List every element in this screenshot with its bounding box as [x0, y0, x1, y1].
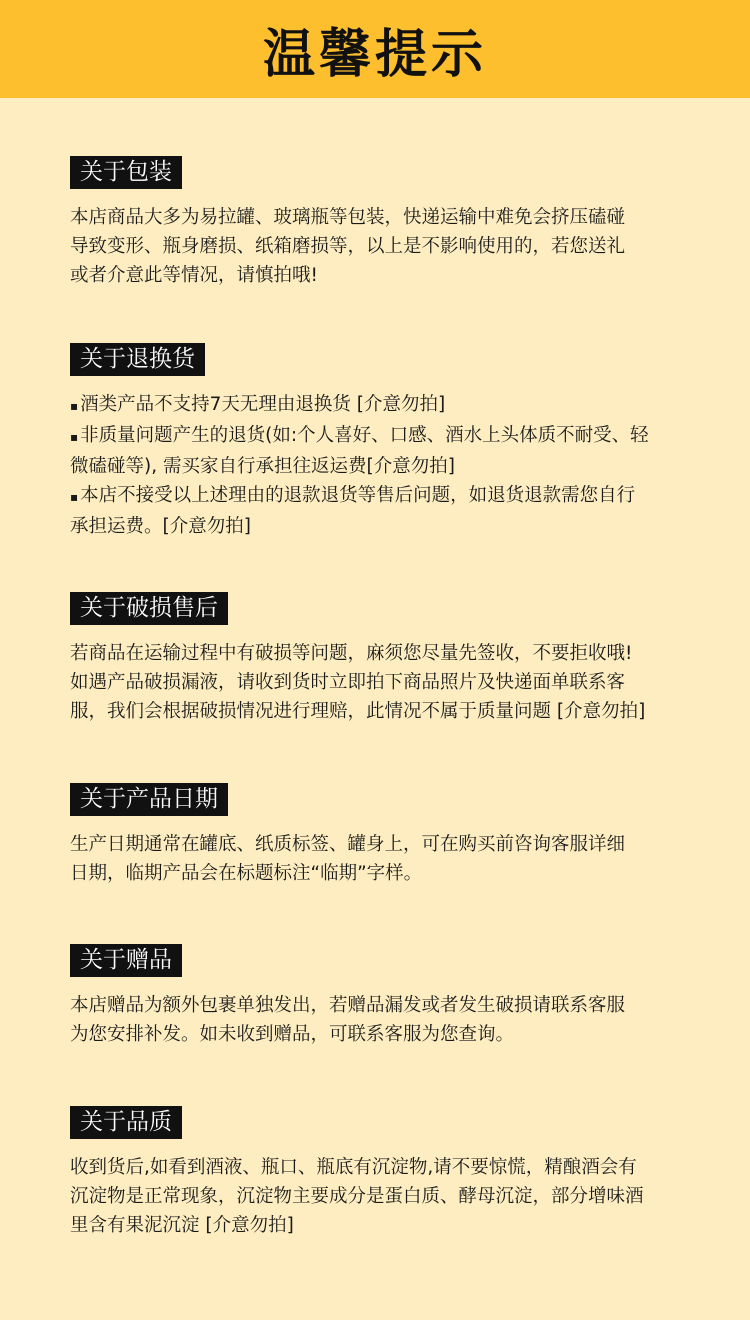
section-heading: 关于退换货 — [70, 343, 205, 376]
section-line: 为您安排补发。如未收到赠品，可联系客服为您查询。 — [70, 1024, 515, 1045]
bullet-line: ▪ 本店不接受以上述理由的退款退货等售后问题，如退货退款需您自行 — [70, 481, 690, 512]
page-title: 温馨提示 — [262, 24, 487, 85]
section-packaging — [70, 156, 690, 290]
section-product-dates — [70, 783, 690, 888]
bullet-line: ▪ 非质量问题产生的退货(如:个人喜好、口感、酒水上头体质不耐受、轻 — [70, 421, 690, 452]
section-line: 收到货后,如看到酒液、瓶口、瓶底有沉淀物,请不要惊慌，精酿酒会有 — [70, 1157, 637, 1178]
section-line: 或者介意此等情况，请慎拍哦! — [70, 265, 318, 286]
section-quality — [70, 1106, 690, 1240]
section-heading: 关于品质 — [70, 1106, 182, 1139]
section-heading: 关于包装 — [70, 156, 182, 189]
section-line: 如遇产品破损漏液，请收到货时立即拍下商品照片及快递面单联系客 — [70, 672, 626, 693]
section-returns — [70, 343, 690, 541]
section-line: 沉淀物是正常现象，沉淀物主要成分是蛋白质、酵母沉淀，部分增味酒 — [70, 1186, 644, 1207]
section-line: 导致变形、瓶身磨损、纸箱磨损等，以上是不影响使用的，若您送礼 — [70, 236, 626, 257]
section-line: 本店商品大多为易拉罐、玻璃瓶等包装，快递运输中难免会挤压磕碰 — [70, 207, 626, 228]
section-line: 本店赠品为额外包裹单独发出，若赠品漏发或者发生破损请联系客服 — [70, 995, 626, 1016]
section-line: 生产日期通常在罐底、纸质标签、罐身上，可在购买前咨询客服详细 — [70, 834, 626, 855]
section-line: 微磕碰等), 需买家自行承担往返运费[介意勿拍] — [70, 456, 455, 477]
section-gifts — [70, 944, 690, 1049]
section-damage — [70, 592, 690, 726]
header-banner — [0, 0, 750, 98]
bullet-line: ▪ 酒类产品不支持7天无理由退换货 [介意勿拍] — [70, 390, 690, 421]
section-line: 服，我们会根据破损情况进行理赔，此情况不属于质量问题 [介意勿拍] — [70, 701, 646, 722]
section-heading: 关于破损售后 — [70, 592, 228, 625]
section-line: 里含有果泥沉淀 [介意勿拍] — [70, 1215, 294, 1236]
section-heading: 关于产品日期 — [70, 783, 228, 816]
section-line: 若商品在运输过程中有破损等问题，麻须您尽量先签收，不要拒收哦! — [70, 643, 633, 664]
section-line: 日期，临期产品会在标题标注“临期”字样。 — [70, 863, 423, 884]
section-heading: 关于赠品 — [70, 944, 182, 977]
section-line: 承担运费。[介意勿拍] — [70, 516, 251, 537]
